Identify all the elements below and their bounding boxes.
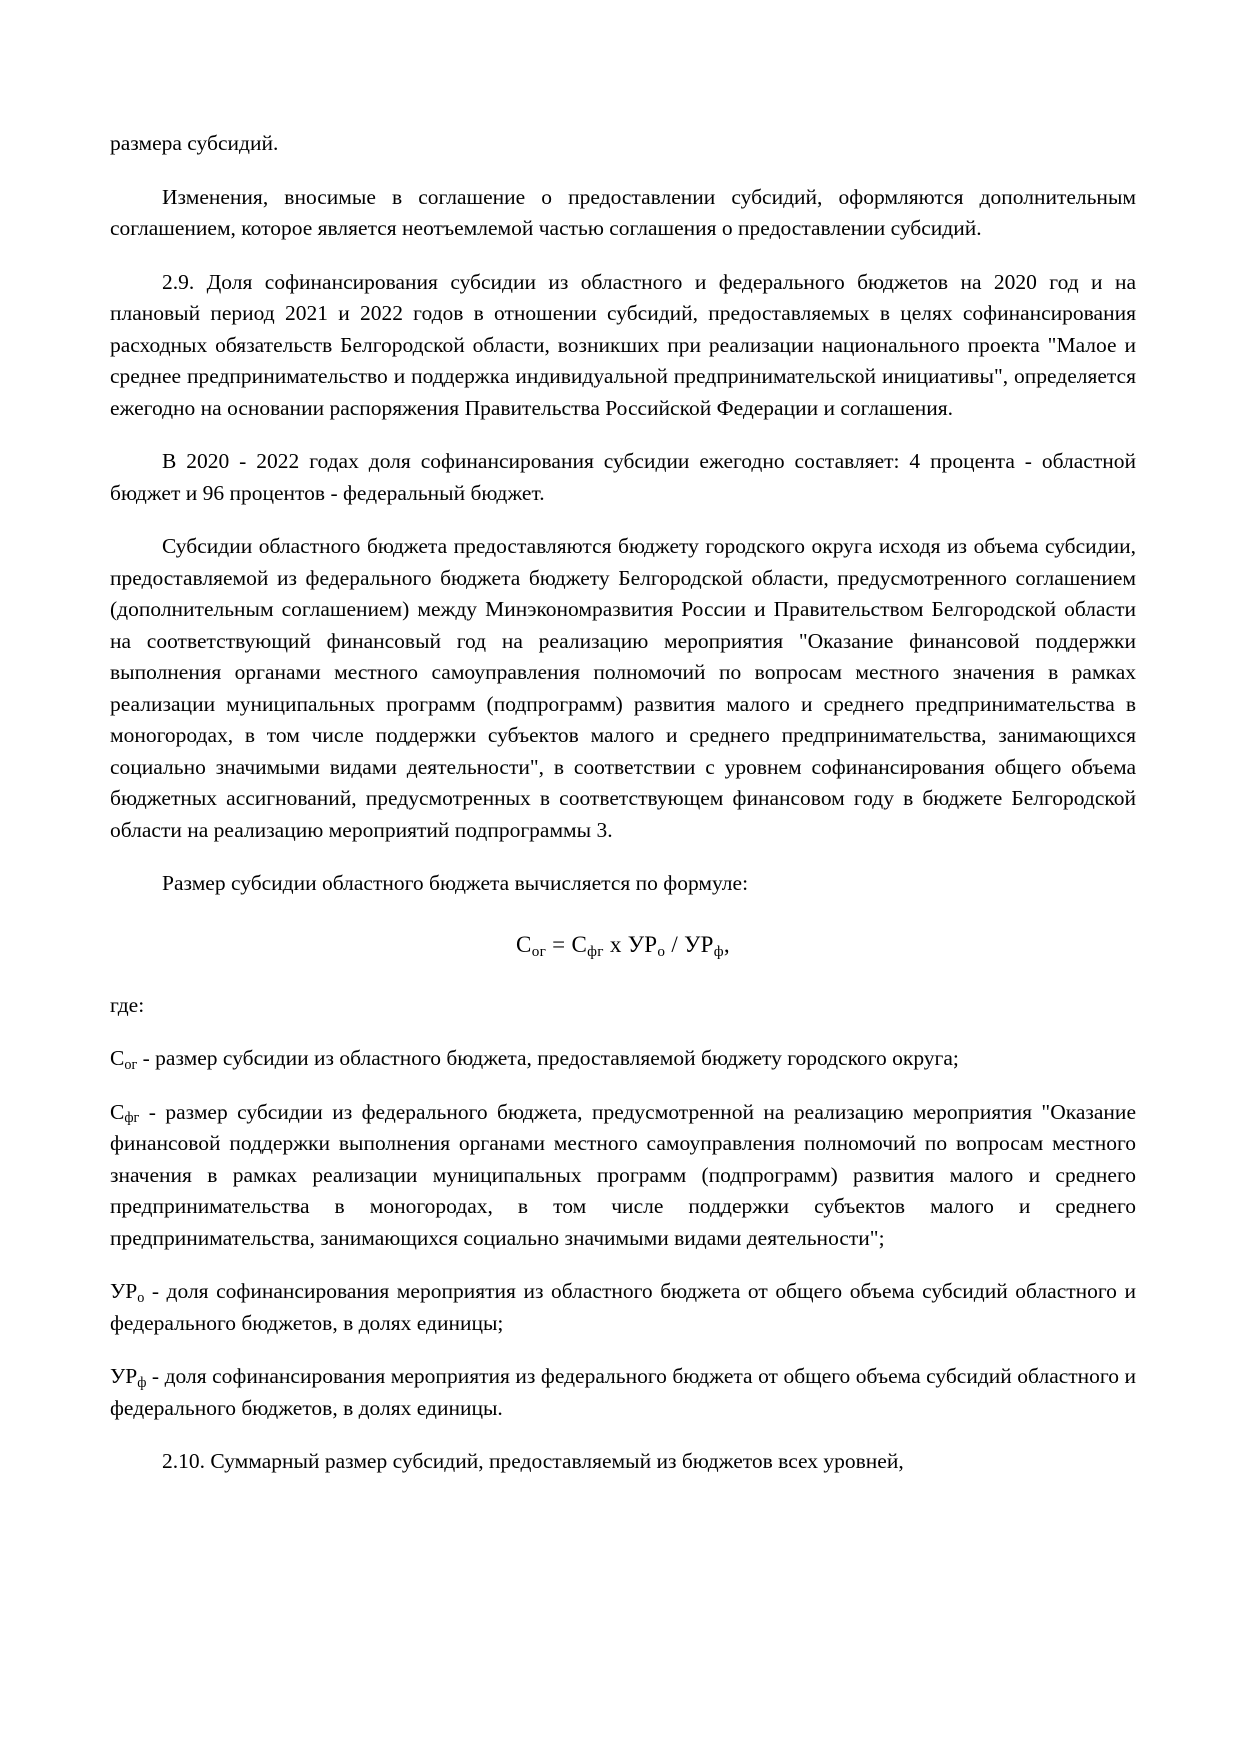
paragraph-clause-2-10: 2.10. Суммарный размер субсидий, предоставляемый из бюджетов всех уровней, <box>162 1449 904 1473</box>
document-text-column <box>110 128 1136 1478</box>
formula-spacer-above <box>110 900 1136 928</box>
definition-urf-base: УР <box>110 1364 138 1388</box>
definition-sog-base: С <box>110 1046 125 1070</box>
definition-sog-text: - размер субсидии из областного бюджета, предоставляемой бюджету городского округа; <box>137 1046 959 1070</box>
formula-term-urf <box>684 931 724 960</box>
paragraph-regional-subsidies: Субсидии областного бюджета предоставляются бюджету городского округа исходя из объема субсидии, предоставляемой из федерального бюджета бюджету Белгородской области, предусмотренного соглашением (дополнительным соглашением) между Минэкономразвития России и Правительством Белгородской области на соответствующий финансовый год на реализацию мероприятия "Оказание финансовой поддержки выполнения органами местного самоуправления полномочий по вопросам местного значения в рамках реализации муниципальных программ (подпрограмм) развития малого и среднего предпринимательства в моногородах, в том числе поддержки субъектов малого и среднего предпринимательства, занимающихся социально значимыми видами деятельности", в соответствии с уровнем софинансирования общего объема бюджетных ассигнований, предусмотренных в соответствующем финансовом году в бюджете Белгородской области на реализацию мероприятий подпрограммы 3. <box>110 534 1136 842</box>
paragraph-amendments: Изменения, вносимые в соглашение о предоставлении субсидий, оформляются дополнительным соглашением, которое является неотъемлемой частью соглашения о предоставлении субсидий. <box>110 184 1136 240</box>
definition-urf-text: - доля софинансирования мероприятия из федерального бюджета от общего объема субсидий областного и федерального бюджетов, в долях единицы. <box>110 1364 1136 1420</box>
definition-sfg-text: - размер субсидии из федерального бюджета, предусмотренной на реализацию мероприятия "Оказание финансовой поддержки выполнения органами местного самоуправления полномочий по вопросам местного значения в рамках реализации муниципальных программ (подпрограмм) развития малого и среднего предпринимательства в моногородах, в том числе поддержки субъектов малого и среднего предпринимательства, занимающихся социально значимыми видами деятельности"; <box>110 1099 1136 1250</box>
paragraph-cofinancing-shares: В 2020 - 2022 годах доля софинансирования субсидии ежегодно составляет: 4 процента - областной бюджет и 96 процентов - федеральный бюджет. <box>110 449 1136 505</box>
definition-sog-symbol <box>110 1046 138 1073</box>
formula-term-uro <box>627 931 666 960</box>
definition-urf-subscript: ф <box>137 1374 147 1391</box>
paragraph-spacer <box>110 1021 1136 1043</box>
formula-multiply-operator: х <box>603 931 628 957</box>
definition-uro-subscript: о <box>137 1289 145 1306</box>
definition-uro-symbol <box>110 1279 145 1306</box>
definition-sfg <box>110 1097 1136 1255</box>
paragraph-where-label: где: <box>110 992 145 1017</box>
formula-equals: = <box>546 931 572 957</box>
formula-uro-base: УР <box>627 931 658 957</box>
definition-sog <box>110 1043 1136 1075</box>
formula-sfg-subscript: фг <box>587 942 604 960</box>
formula-uro-subscript: о <box>657 942 666 960</box>
paragraph-spacer <box>110 1254 1136 1276</box>
paragraph-formula-intro: Размер субсидии областного бюджета вычисляется по формуле: <box>162 871 749 895</box>
paragraph-continuation: размера субсидий. <box>110 131 279 155</box>
paragraph-spacer <box>110 1075 1136 1097</box>
formula-sog-subscript: ог <box>531 942 547 960</box>
definition-sfg-symbol <box>110 1099 140 1127</box>
formula-subsidy-calculation <box>110 928 1136 962</box>
paragraph-spacer <box>110 1339 1136 1361</box>
formula-sfg-base: С <box>571 931 588 957</box>
definition-sfg-subscript: фг <box>124 1110 140 1127</box>
formula-spacer-below <box>110 962 1136 990</box>
paragraph-spacer <box>110 245 1136 267</box>
definition-urf-symbol <box>110 1364 147 1391</box>
definition-urf <box>110 1361 1136 1424</box>
paragraph-clause-2-9: 2.9. Доля софинансирования субсидии из областного и федерального бюджетов на 2020 год и на плановый период 2021 и 2022 годов в отношении субсидий, предоставляемых в целях софинансирования расходных обязательств Белгородской области, возникших при реализации национального проекта "Малое и среднее предпринимательство и поддержка индивидуальной предпринимательской инициативы", определяется ежегодно на основании распоряжения Правительства Российской Федерации и соглашения. <box>110 269 1136 420</box>
definition-uro-text: - доля софинансирования мероприятия из областного бюджета от общего объема субсидий областного и федерального бюджетов, в долях единицы; <box>110 1279 1136 1335</box>
paragraph-spacer <box>110 509 1136 531</box>
formula-term-sog <box>516 931 547 960</box>
formula-divide-operator: / <box>665 931 685 957</box>
definition-sfg-base: С <box>110 1099 125 1124</box>
definition-uro-base: УР <box>110 1279 138 1303</box>
paragraph-spacer <box>110 1424 1136 1446</box>
paragraph-spacer <box>110 160 1136 182</box>
definition-uro <box>110 1276 1136 1339</box>
formula-term-sfg <box>571 931 604 960</box>
formula-urf-base: УР <box>684 931 714 957</box>
paragraph-spacer <box>110 424 1136 446</box>
definition-sog-subscript: ог <box>124 1056 138 1073</box>
formula-trailing-comma: , <box>723 931 730 957</box>
formula-sog-base: С <box>516 931 532 957</box>
paragraph-spacer <box>110 846 1136 868</box>
formula-urf-subscript: ф <box>713 942 724 960</box>
